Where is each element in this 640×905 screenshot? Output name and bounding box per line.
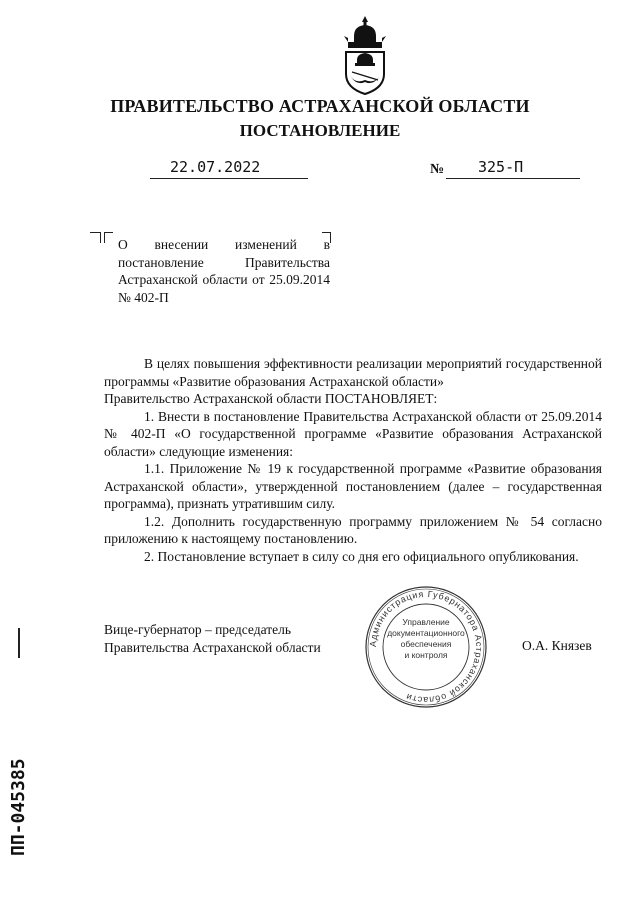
side-registration-code: [0, 720, 34, 860]
number-underline: [446, 178, 580, 179]
stamp-inner-text: [382, 617, 470, 661]
number-sign: №: [430, 162, 445, 177]
org-name: ПРАВИТЕЛЬСТВО АСТРАХАНСКОЙ ОБЛАСТИ: [110, 96, 530, 116]
stamp-inner-line: и контроля: [404, 650, 448, 660]
signatory-position-line2: Правительства Астраханской области: [104, 640, 321, 655]
body-paragraph-1: 1. Внести в постановление Правительства Астраханской области от 25.09.2014 № 402-П «О государственной программе «Развитие образования Астраханской области» следующие изменения:: [104, 408, 602, 459]
margin-mark: [18, 628, 20, 658]
stamp-inner-line: обеспечения: [400, 639, 452, 649]
date-underline: [150, 178, 308, 179]
signatory-name: О.А. Князев: [522, 638, 592, 653]
signatory-position-line1: Вице-губернатор – председатель: [104, 622, 291, 637]
document-body: [104, 355, 602, 565]
document-subject: О внесении изменений в постановление Правительства Астраханской области от 25.09.2014 № 402-П: [118, 237, 330, 305]
subject-corner-left-inner: [104, 232, 113, 243]
coat-of-arms-emblem: [340, 14, 390, 96]
stamp-inner-line: документационного: [387, 628, 465, 638]
document-date: 22.07.2022: [170, 158, 261, 176]
signatory-position: [104, 621, 321, 657]
document-number: 325-П: [478, 158, 524, 176]
side-code-text: ПП-045385: [8, 758, 29, 856]
subject-corner-left: [90, 232, 101, 243]
body-paragraph-2: 2. Постановление вступает в силу со дня его официального опубликования.: [144, 548, 579, 564]
body-paragraph-1-2: 1.2. Дополнить государственную программу приложением № 54 согласно приложению к настоящему постановлению.: [104, 513, 602, 546]
stamp-outer-text: Администрация Губернатора Астраханской области: [367, 588, 485, 706]
body-paragraph-resolves: Правительство Астраханской области ПОСТАНОВЛЯЕТ:: [104, 391, 438, 406]
stamp-inner-line: Управление: [402, 617, 450, 627]
body-paragraph-1-1: 1.1. Приложение № 19 к государственной программе «Развитие образования Астраханской области», утвержденной постановлением (далее – государственная программа), признать утратившим силу.: [104, 461, 602, 511]
document-type: ПОСТАНОВЛЕНИЕ: [239, 121, 401, 140]
body-paragraph-preamble: В целях повышения эффективности реализации мероприятий государственной программы «Развитие образования Астраханской области»: [104, 356, 602, 389]
